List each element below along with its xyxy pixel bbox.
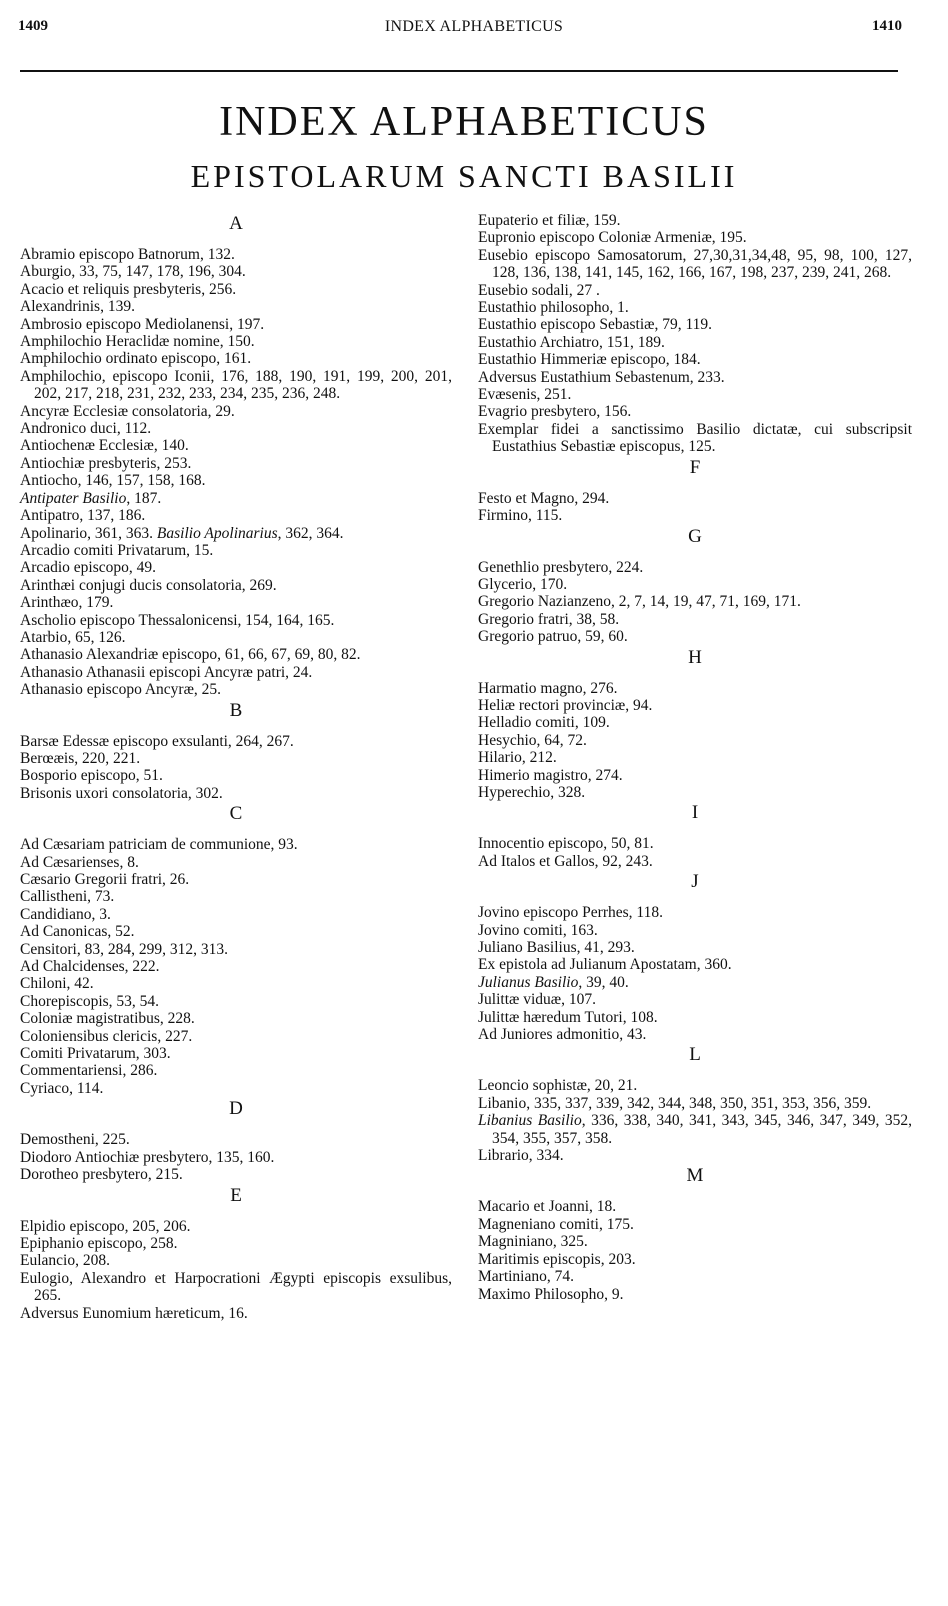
index-entry: Coloniæ magistratibus, 228. xyxy=(20,1010,195,1028)
index-entry: Eulogio, Alexandro et Harpocrationi Ægypti episcopis exsulibus, 265. xyxy=(20,1269,452,1305)
index-entry: Glycerio, 170. xyxy=(478,575,568,593)
index-entry: Amphilochio, episcopo Iconii, 176, 188, 190, 191, 199, 200, 201, 202, 217, 218, 231, 232, 233, 234, 235, 236, 248. xyxy=(20,367,452,403)
index-entry: Demostheni, 225. xyxy=(20,1131,130,1149)
index-entry: Macario et Joanni, 18. xyxy=(478,1198,617,1216)
index-entry: Ad Cæsarienses, 8. xyxy=(20,853,139,871)
index-entry: Julittæ hæredum Tutori, 108. xyxy=(478,1008,658,1026)
index-entry: Adversus Eustathium Sebastenum, 233. xyxy=(478,368,725,386)
index-entry: Cæsario Gregorii fratri, 26. xyxy=(20,871,190,888)
index-entry: Antipatro, 137, 186. xyxy=(20,507,146,525)
index-entry: Arinthæo, 179. xyxy=(20,594,114,612)
page-title: INDEX ALPHABETICUS xyxy=(219,99,709,145)
index-entry: Cyriaco, 114. xyxy=(20,1079,104,1097)
index-entry xyxy=(478,974,912,991)
index-entry: Heliæ rectori provinciæ, 94. xyxy=(478,696,653,714)
entry-rest: , 362, 364. xyxy=(277,524,344,542)
index-entry: Hyperechio, 328. xyxy=(478,783,586,801)
index-entry: Maritimis episcopis, 203. xyxy=(478,1250,636,1268)
index-entry: Callistheni, 73. xyxy=(20,888,115,906)
index-entry: Eustathio philosopho, 1. xyxy=(478,299,629,317)
index-entry: Abramio episcopo Batnorum, 132. xyxy=(20,246,235,263)
index-entry: Hilario, 212. xyxy=(478,749,557,767)
index-entry xyxy=(20,490,452,507)
index-entry: Leoncio sophistæ, 20, 21. xyxy=(478,1077,638,1095)
section-letter: E xyxy=(230,1184,242,1206)
index-entry: Ad Canonicas, 52. xyxy=(20,923,135,941)
index-entry: Julittæ viduæ, 107. xyxy=(478,991,596,1009)
page-subtitle: EPISTOLARUM SANCTI BASILII xyxy=(190,158,738,194)
index-entry: Hesychio, 64, 72. xyxy=(478,731,587,749)
right-column xyxy=(478,212,912,1303)
index-entry: Librario, 334. xyxy=(478,1147,564,1165)
index-entry: Commentariensi, 286. xyxy=(20,1062,158,1080)
index-entry: Harmatio magno, 276. xyxy=(478,679,618,697)
index-entry: Adversus Eunomium hæreticum, 16. xyxy=(20,1304,248,1322)
index-entry: Atarbio, 65, 126. xyxy=(20,628,126,646)
index-entry: Ad Cæsariam patriciam de communione, 93. xyxy=(20,836,298,854)
index-entry: Eustathio episcopo Sebastiæ, 79, 119. xyxy=(478,316,713,334)
index-entry: Juliano Basilius, 41, 293. xyxy=(478,939,635,956)
index-entry: Aburgio, 33, 75, 147, 178, 196, 304. xyxy=(20,263,246,281)
header-rule xyxy=(20,70,898,72)
index-entry: Genethlio presbytero, 224. xyxy=(478,558,644,576)
index-entry: Andronico duci, 112. xyxy=(20,420,152,438)
section-letter: F xyxy=(689,456,701,478)
index-entry: Ex epistola ad Julianum Apostatam, 360. xyxy=(478,956,732,974)
index-entry: Eusebio episcopo Samosatorum, 27,30,31,34,48, 95, 98, 100, 127, 128, 136, 138, 141, 145, 162, 166, 167, 198, 237, 239, 241, 268. xyxy=(478,246,912,282)
index-entry: Jovino comiti, 163. xyxy=(478,921,598,939)
index-entry: Antiochenæ Ecclesiæ, 140. xyxy=(20,437,189,455)
index-entry: Arcadio episcopo, 49. xyxy=(20,559,157,577)
index-entry: Gregorio Nazianzeno, 2, 7, 14, 19, 47, 71, 169, 171. xyxy=(478,593,801,611)
index-entry: Diodoro Antiochiæ presbytero, 135, 160. xyxy=(20,1148,275,1166)
section-letter: J xyxy=(691,871,699,893)
right-page-number: 1410 xyxy=(872,18,902,34)
index-entry: Himerio magistro, 274. xyxy=(478,766,623,784)
index-entry: Helladio comiti, 109. xyxy=(478,714,610,732)
index-entry: Ad Juniores admonitio, 43. xyxy=(478,1026,647,1044)
index-entry: Barsæ Edessæ episcopo exsulanti, 264, 267. xyxy=(20,732,294,750)
index-entry: Eupronio episcopo Coloniæ Armeniæ, 195. xyxy=(478,229,747,247)
index-entry: Amphilochio Heraclidæ nomine, 150. xyxy=(20,333,255,351)
index-entry: Gregorio patruo, 59, 60. xyxy=(478,628,628,646)
index-entry: Chorepiscopis, 53, 54. xyxy=(20,992,160,1010)
index-entry: Chiloni, 42. xyxy=(20,975,94,993)
index-entry: Firmino, 115. xyxy=(478,507,563,525)
index-entry: Athanasio episcopo Ancyræ, 25. xyxy=(20,681,222,699)
index-entry: Arinthæi conjugi ducis consolatoria, 269. xyxy=(20,576,277,594)
index-entry: Arcadio comiti Privatarum, 15. xyxy=(20,541,214,559)
index-entry: Athanasio Alexandriæ episcopo, 61, 66, 67, 69, 80, 82. xyxy=(20,646,361,664)
left-page-number: 1409 xyxy=(18,18,48,34)
index-entry: Ambrosio episcopo Mediolanensi, 197. xyxy=(20,315,265,333)
index-entry: Eusebio sodali, 27 . xyxy=(478,281,600,299)
index-entry: Berœæis, 220, 221. xyxy=(20,749,141,767)
entry-rest: , 336, 338, 340, 341, 343, 345, 346, 347, 349, 352, 354, 355, 357, 358. xyxy=(492,1112,912,1147)
index-entry: Exemplar fidei a sanctissimo Basilio dictatæ, cui subscripsit Eustathius Sebastiæ episcopus, 125. xyxy=(478,420,912,456)
index-entry: Ascholio episcopo Thessalonicensi, 154, 164, 165. xyxy=(20,611,335,629)
index-entry: Innocentio episcopo, 50, 81. xyxy=(478,835,654,853)
running-header xyxy=(0,18,948,42)
index-entry: Gregorio fratri, 38, 58. xyxy=(478,610,620,628)
entry-text: Apolinario, 361, 363. xyxy=(20,524,157,542)
entry-italic: Antipater Basilio xyxy=(20,489,127,507)
section-letter: A xyxy=(229,213,243,234)
index-entry: Ancyræ Ecclesiæ consolatoria, 29. xyxy=(20,402,235,420)
index-entry: Jovino episcopo Perrhes, 118. xyxy=(478,904,663,922)
index-entry: Libanio, 335, 337, 339, 342, 344, 348, 350, 351, 353, 356, 359. xyxy=(478,1094,872,1112)
index-entry: Magneniano comiti, 175. xyxy=(478,1215,634,1233)
index-entry: Ad Chalcidenses, 222. xyxy=(20,958,160,976)
entry-italic: Basilio Apolinarius xyxy=(156,524,278,542)
index-entry: Candidiano, 3. xyxy=(20,905,111,923)
index-entry: Antiochiæ presbyteris, 253. xyxy=(20,454,192,472)
section-letter: M xyxy=(686,1165,704,1187)
index-entry xyxy=(478,1112,912,1147)
entry-italic: Julianus Basilio xyxy=(478,973,579,991)
index-entry: Eustathio Archiatro, 151, 189. xyxy=(478,333,665,351)
index-entry: Alexandrinis, 139. xyxy=(20,298,135,316)
index-entry: Martiniano, 74. xyxy=(478,1268,574,1286)
entry-italic: Libanius Basilio xyxy=(478,1112,582,1130)
index-entry: Evæsenis, 251. xyxy=(478,386,572,404)
index-entry: Amphilochio ordinato episcopo, 161. xyxy=(20,350,252,368)
section-letter: C xyxy=(229,803,243,825)
index-entry: Brisonis uxori consolatoria, 302. xyxy=(20,784,223,802)
section-letter: G xyxy=(688,525,702,547)
index-entry: Antiocho, 146, 157, 158, 168. xyxy=(20,472,206,490)
index-entry: Comiti Privatarum, 303. xyxy=(20,1045,171,1063)
index-entry: Festo et Magno, 294. xyxy=(478,489,610,507)
index-entry: Maximo Philosopho, 9. xyxy=(478,1285,624,1303)
index-entry: Elpidio episcopo, 205, 206. xyxy=(20,1217,191,1235)
index-entry xyxy=(20,525,452,542)
section-letter: D xyxy=(229,1098,243,1120)
index-entry: Evagrio presbytero, 156. xyxy=(478,403,632,421)
left-column xyxy=(20,212,452,1322)
index-entry: Magniniano, 325. xyxy=(478,1233,588,1251)
index-entry: Censitori, 83, 284, 299, 312, 313. xyxy=(20,940,228,958)
section-letter: H xyxy=(688,646,702,668)
index-entry: Eustathio Himmeriæ episcopo, 184. xyxy=(478,351,701,369)
running-title: INDEX ALPHABETICUS xyxy=(384,18,564,35)
index-entry: Epiphanio episcopo, 258. xyxy=(20,1234,178,1252)
index-entry: Eulancio, 208. xyxy=(20,1252,110,1270)
section-letter: L xyxy=(689,1044,701,1066)
index-entry: Acacio et reliquis presbyteris, 256. xyxy=(20,280,237,298)
index-entry: Bosporio episcopo, 51. xyxy=(20,767,163,785)
entry-rest: , 187. xyxy=(126,489,162,507)
entry-rest: , 39, 40. xyxy=(578,973,629,991)
index-entry: Coloniensibus clericis, 227. xyxy=(20,1027,193,1045)
index-entry: Eupaterio et filiæ, 159. xyxy=(478,212,621,229)
section-letter: I xyxy=(691,802,699,824)
index-entry: Athanasio Athanasii episcopi Ancyræ patri, 24. xyxy=(20,663,313,681)
index-entry: Ad Italos et Gallos, 92, 243. xyxy=(478,852,653,870)
index-entry: Dorotheo presbytero, 215. xyxy=(20,1166,183,1184)
section-letter: B xyxy=(229,699,243,721)
